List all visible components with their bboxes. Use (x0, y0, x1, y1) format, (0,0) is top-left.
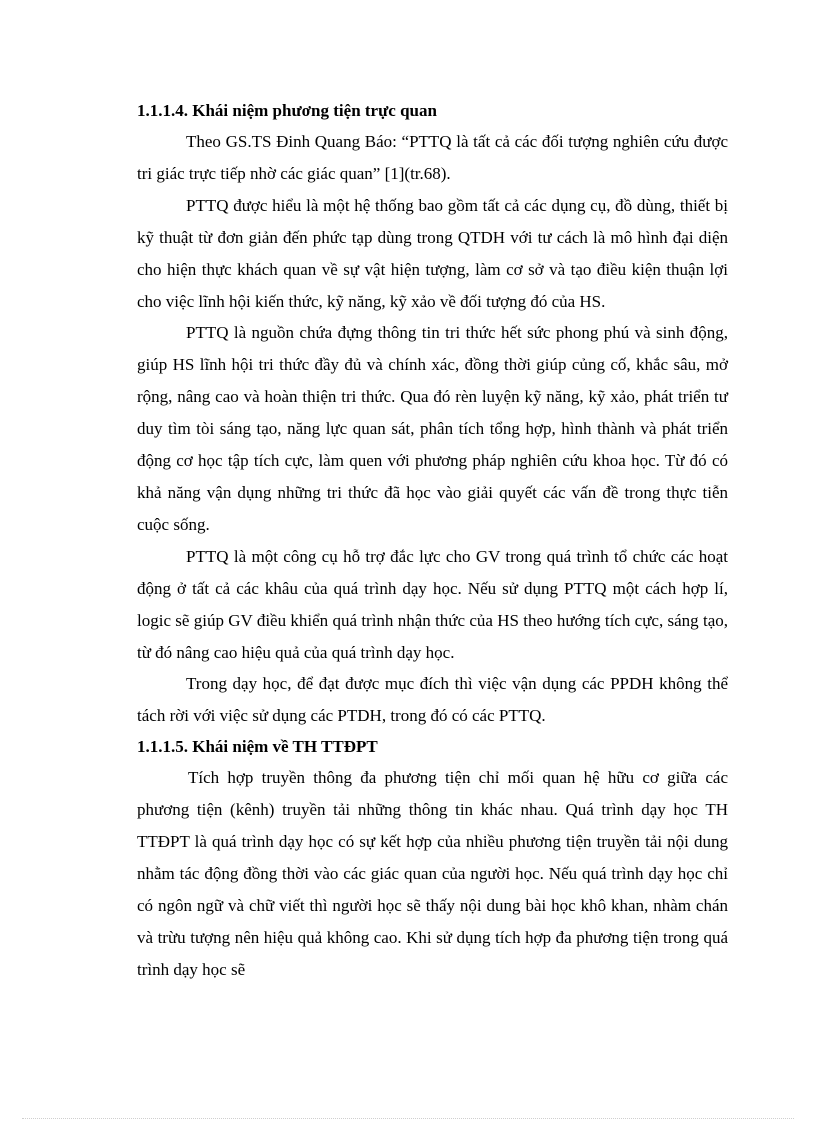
section-heading-1-1-1-4: 1.1.1.4. Khái niệm phương tiện trực quan (137, 101, 437, 120)
section-heading-1-1-1-5: 1.1.1.5. Khái niệm về TH TTĐPT (137, 737, 378, 757)
document-page (137, 98, 728, 986)
paragraph-pttq-teacher-tool: PTTQ là một công cụ hỗ trợ đắc lực cho GV trong quá trình tổ chức các hoạt động ở tất cả các khâu của quá trình dạy học. Nếu sử dụng PTTQ một cách hợp lí, logic sẽ giúp GV điều khiển quá trình nhận thức của HS theo hướng tích cực, sáng tạo, từ đó nâng cao hiệu quả của quá trình dạy học. (137, 546, 728, 662)
paragraph-definition-quote: Theo GS.TS Đinh Quang Báo: “PTTQ là tất cả các đối tượng nghiên cứu được tri giác trực tiếp nhờ các giác quan” [1](tr.68). (137, 132, 728, 183)
paragraph-pttq-teaching-methods: Trong dạy học, để đạt được mục đích thì việc vận dụng các PPDH không thể tách rời với việc sử dụng các PTDH, trong đó có các PTTQ. (137, 674, 728, 726)
page-bottom-rule (22, 1118, 794, 1119)
paragraph-pttq-system: PTTQ được hiểu là một hệ thống bao gồm tất cả các dụng cụ, đồ dùng, thiết bị kỹ thuật từ đơn giản đến phức tạp dùng trong QTDH với tư cách là mô hình đại diện cho hiện thực khách quan về sự vật hiện tượng, làm cơ sở và tạo điều kiện thuận lợi cho việc lĩnh hội kiến thức, kỹ năng, kỹ xảo về đối tượng đó của HS. (137, 195, 728, 311)
paragraph-pttq-information-source: PTTQ là nguồn chứa đựng thông tin tri thức hết sức phong phú và sinh động, giúp HS lĩnh hội tri thức đầy đủ và chính xác, đồng thời giúp củng cố, khắc sâu, mở rộng, nâng cao và hoàn thiện tri thức. Qua đó rèn luyện kỹ năng, kỹ xảo, phát triển tư duy tìm tòi sáng tạo, năng lực quan sát, phân tích tổng hợp, hình thành và phát triển động cơ học tập tích cực, làm quen với phương pháp nghiên cứu khoa học. Từ đó có khả năng vận dụng những tri thức đã học vào giải quyết các vấn đề trong thực tiễn cuộc sống. (137, 323, 728, 534)
paragraph-multimedia-integration: Tích hợp truyền thông đa phương tiện chỉ mối quan hệ hữu cơ giữa các phương tiện (kênh) truyền tải những thông tin khác nhau. Quá trình dạy học TH TTĐPT là quá trình dạy học có sự kết hợp của nhiều phương tiện truyền tải nội dung nhằm tác động đồng thời vào các giác quan của người học. Nếu quá trình dạy học chỉ có ngôn ngữ và chữ viết thì người học sẽ thấy nội dung bài học khô khan, nhàm chán và trừu tượng nên hiệu quả không cao. Khi sử dụng tích hợp đa phương tiện trong quá trình dạy học sẽ (137, 768, 728, 979)
